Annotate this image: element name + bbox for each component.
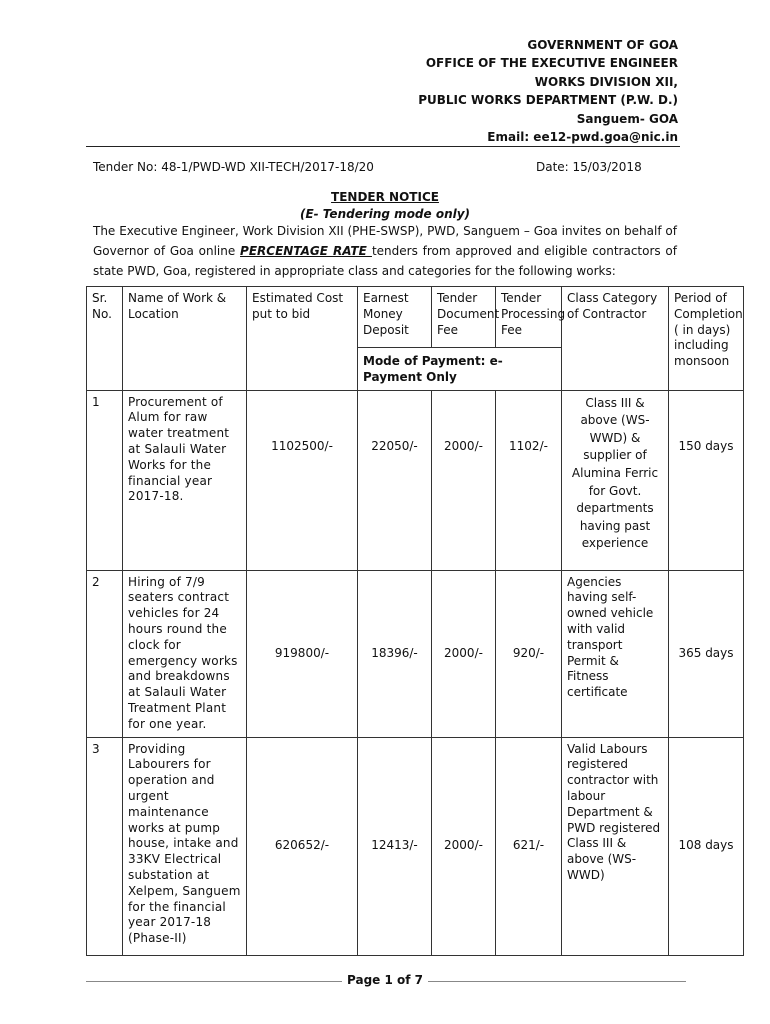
notice-subtitle: (E- Tendering mode only) [299, 207, 471, 221]
header-document-fee: Tender Document Fee [432, 287, 496, 348]
row-1-doc-fee: 2000/- [432, 390, 496, 570]
row-3-doc-fee: 2000/- [432, 737, 496, 955]
letterhead-division: WORKS DIVISION XII, [534, 74, 678, 89]
header-estimated-cost: Estimated Cost put to bid [247, 287, 358, 391]
row-2-class: Agencies having self-owned vehicle with valid transport Permit & Fitness certificate [562, 570, 669, 737]
row-3-period: 108 days [669, 737, 744, 955]
letterhead-department: PUBLIC WORKS DEPARTMENT (P.W. D.) [418, 93, 678, 108]
header-processing-fee: Tender Processing Fee [496, 287, 562, 348]
tender-date: Date: 15/03/2018 [536, 160, 642, 174]
header-name-of-work: Name of Work & Location [123, 287, 247, 391]
row-1-period: 150 days [669, 390, 744, 570]
table-row [87, 737, 744, 955]
footer-rule-left [86, 981, 342, 982]
intro-paragraph [93, 221, 677, 281]
row-2-name: Hiring of 7/9 seaters contract vehicles for 24 hours round the clock for emergency works and breakdowns at Salauli Water Treatment Plant for one year. [123, 570, 247, 737]
row-2-doc-fee: 2000/- [432, 570, 496, 737]
page-number: Page 1 of 7 [347, 973, 423, 987]
row-1-name: Procurement of Alum for raw water treatment at Salauli Water Works for the financial year 2017-18. [123, 390, 247, 570]
letterhead-office: OFFICE OF THE EXECUTIVE ENGINEER [425, 56, 678, 71]
row-1-cost: 1102500/- [247, 390, 358, 570]
letterhead-email: Email: ee12-pwd.goa@nic.in [487, 130, 678, 145]
mode-of-payment: Mode of Payment: e-Payment Only [358, 348, 562, 391]
row-3-proc-fee: 621/- [496, 737, 562, 955]
row-2-sr: 2 [87, 570, 123, 737]
header-period: Period of Completion ( in days) including monsoon [669, 287, 744, 391]
works-table [86, 286, 744, 956]
notice-title: TENDER NOTICE [331, 190, 439, 204]
row-2-emd: 18396/- [358, 570, 432, 737]
table-row [87, 570, 744, 737]
header-divider [86, 146, 680, 147]
row-1-class: Class III & above (WS-WWD) & supplier of Alumina Ferric for Govt. departments having past experience [562, 390, 669, 570]
intro-text-start: The Executive Engineer, Work Division XII (PHE-SWSP), PWD, Sanguem – Goa invites on behalf of Governor of Goa online [93, 224, 677, 258]
row-3-emd: 12413/- [358, 737, 432, 955]
row-1-emd: 22050/- [358, 390, 432, 570]
row-2-proc-fee: 920/- [496, 570, 562, 737]
row-2-cost: 919800/- [247, 570, 358, 737]
tender-number: Tender No: 48-1/PWD-WD XII-TECH/2017-18/20 [93, 160, 374, 174]
letterhead [418, 36, 678, 146]
row-3-cost: 620652/- [247, 737, 358, 955]
header-earnest-money: Earnest Money Deposit [358, 287, 432, 348]
row-2-period: 365 days [669, 570, 744, 737]
letterhead-location: Sanguem- GOA [576, 111, 678, 126]
row-3-class: Valid Labours registered contractor with labour Department & PWD registered Class III & above (WS-WWD) [562, 737, 669, 955]
row-3-sr: 3 [87, 737, 123, 955]
intro-emphasis: PERCENTAGE RATE [240, 244, 372, 258]
footer-rule-right [428, 981, 686, 982]
table-header-row [87, 287, 744, 348]
row-3-name: Providing Labourers for operation and urgent maintenance works at pump house, intake and 33KV Electrical substation at Xelpem, Sanguem for the financial year 2017-18 (Phase-II) [123, 737, 247, 955]
header-class-category: Class Category of Contractor [562, 287, 669, 391]
intro-text-end: tenders from approved and eligible contractors of state PWD, Goa, registered in appropriate class and categories for the following works: [93, 244, 677, 278]
header-sr-no: Sr. No. [87, 287, 123, 391]
letterhead-government: GOVERNMENT OF GOA [527, 38, 678, 52]
row-1-sr: 1 [87, 390, 123, 570]
row-1-proc-fee: 1102/- [496, 390, 562, 570]
table-row [87, 390, 744, 570]
